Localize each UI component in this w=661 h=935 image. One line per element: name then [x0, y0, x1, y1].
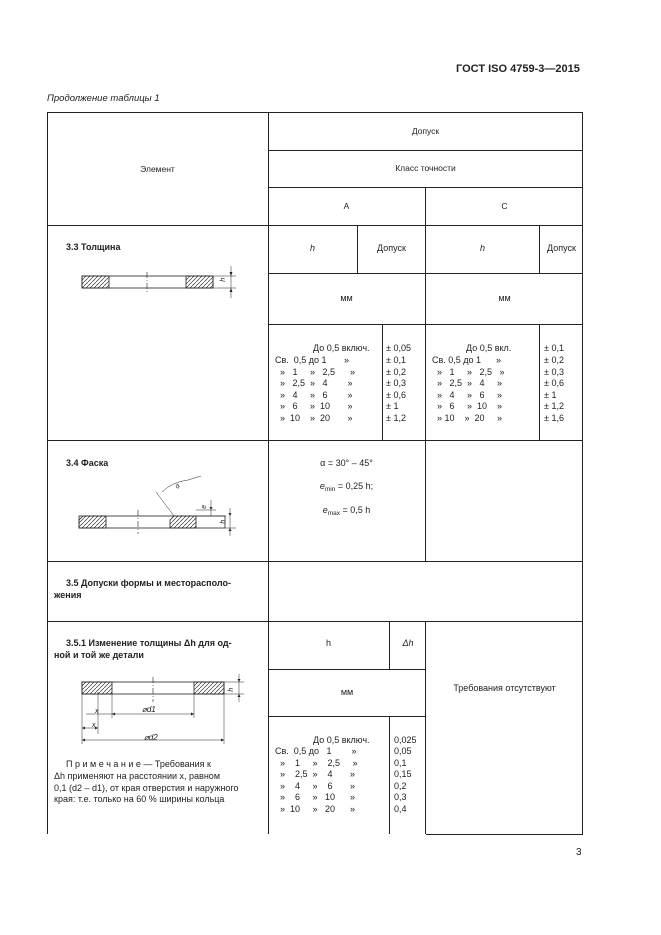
note-line-3: 0,1 (d2 – d1), от края отверстия и наружного: [54, 783, 239, 793]
variation-value-1: 0,025: [394, 735, 417, 745]
class-a-value-5: ± 0,6: [386, 390, 406, 400]
chamfer-alpha-label: α: [173, 482, 182, 491]
note-line-2: Δh применяют на расстоянии x, равном: [54, 771, 221, 781]
variation-value-6: 0,3: [394, 792, 407, 802]
chamfer-e-min: [268, 481, 425, 493]
variation-range-7: » 10 » 20 »: [275, 804, 356, 814]
variation-d2-label: ⌀d2: [144, 733, 158, 742]
variation-delta-h-column: Δh: [402, 638, 414, 648]
class-c-unit: мм: [498, 293, 511, 303]
class-c-value-3: ± 0,3: [544, 367, 564, 377]
e-min-formula: = 0,25 h;: [335, 481, 374, 491]
class-c-range-5: » 4 » 6 »: [432, 390, 503, 400]
class-a-h-column: h: [309, 243, 315, 253]
class-a-range-3: » 1 » 2,5 »: [275, 367, 356, 377]
header-accuracy-class: Класс точности: [395, 163, 456, 173]
variation-range-1: До 0,5 включ.: [313, 735, 370, 745]
thickness-h-dimension: h: [220, 277, 228, 282]
chamfer-h-label: h: [220, 519, 228, 524]
section-3-5-title-line-1: 3.5 Допуски формы и месторасполо-: [66, 578, 231, 588]
class-c-value-5: ± 1: [544, 390, 557, 400]
class-a-range-5: » 4 » 6 »: [275, 390, 353, 400]
variation-range-6: » 6 » 10 »: [275, 792, 356, 802]
class-a-range-6: » 6 » 10 »: [275, 401, 353, 411]
class-c-range-3: » 1 » 2,5 »: [432, 367, 505, 377]
section-3-5-1-title-line-1: 3.5.1 Изменение толщины Δh для од-: [66, 638, 232, 648]
variation-x-lower-label: x: [92, 722, 96, 729]
class-a-value-1: ± 0,05: [386, 343, 411, 353]
class-c-value-2: ± 0,2: [544, 355, 564, 365]
variation-range-2: Св. 0,5 до 1 »: [275, 746, 357, 756]
class-a-value-4: ± 0,3: [386, 378, 406, 388]
variation-value-5: 0,2: [394, 781, 407, 791]
class-c-range-6: » 6 » 10 »: [432, 401, 503, 411]
header-element: Элемент: [140, 164, 175, 174]
variation-value-4: 0,15: [394, 769, 412, 779]
chamfer-angle: α = 30° – 45°: [320, 458, 373, 468]
class-a-range-7: » 10 » 20 »: [275, 413, 353, 423]
no-requirements-text: Требования отсутствуют: [453, 683, 556, 693]
variation-range-3: » 1 » 2,5 »: [275, 758, 358, 768]
chamfer-drawing: [76, 470, 251, 540]
class-a-range-1: До 0,5 включ.: [313, 343, 370, 353]
variation-value-3: 0,1: [394, 758, 407, 768]
variation-value-2: 0,05: [394, 746, 412, 756]
class-a-range-4: » 2,5 » 4 »: [275, 378, 353, 388]
e-max-formula: = 0,5 h: [340, 505, 371, 515]
header-tolerance: Допуск: [411, 126, 440, 136]
e-min-symbol: e: [319, 481, 325, 491]
variation-d1-label: ⌀d1: [142, 705, 156, 714]
table-continuation-caption: Продолжение таблицы 1: [47, 93, 160, 104]
class-a-tolerance-column: Допуск: [377, 243, 406, 253]
class-c-h-column: h: [479, 243, 485, 253]
chamfer-e-label: e: [201, 504, 209, 509]
standard-number: ГОСТ ISO 4759-3—2015: [456, 63, 580, 75]
class-a-unit: мм: [340, 293, 353, 303]
page-number: 3: [576, 847, 582, 858]
variation-range-4: » 2,5 » 4 »: [275, 769, 356, 779]
class-a-value-2: ± 0,1: [386, 355, 406, 365]
chamfer-e-max: [268, 505, 425, 517]
class-c-value-4: ± 0,6: [544, 378, 564, 388]
section-3-5-1-title-line-2: ной и той же детали: [54, 650, 144, 660]
section-3-4-title: 3.4 Фаска: [66, 458, 109, 468]
thickness-variation-drawing: [76, 672, 251, 752]
class-a-value-3: ± 0,2: [386, 367, 406, 377]
e-min-subscript: min: [324, 486, 336, 493]
class-c-range-1: До 0,5 вкл.: [466, 343, 512, 353]
class-c-tolerance-column: Допуск: [547, 243, 576, 253]
e-max-subscript: max: [327, 510, 340, 517]
class-c-range-4: » 2,5 » 4 »: [432, 378, 503, 388]
variation-unit: мм: [340, 687, 354, 697]
variation-h-column: h: [325, 638, 331, 648]
class-c-range-2: Св. 0,5 до 1 »: [432, 355, 502, 365]
header-class-a: А: [343, 201, 350, 211]
thickness-drawing: [76, 262, 246, 302]
variation-range-5: » 4 » 6 »: [275, 781, 356, 791]
e-max-symbol: e: [322, 505, 328, 515]
variation-x-upper-label: x: [95, 708, 99, 715]
class-c-range-7: » 10 » 20 »: [432, 413, 503, 423]
note-line-1: П р и м е ч а н и е — Требования к: [66, 759, 211, 769]
header-class-c: С: [501, 201, 508, 211]
class-c-value-1: ± 0,1: [544, 343, 564, 353]
class-a-range-2: Св. 0,5 до 1 »: [275, 355, 350, 365]
class-c-value-7: ± 1,6: [544, 413, 564, 423]
section-3-3-title: 3.3 Толщина: [66, 242, 121, 252]
variation-value-7: 0,4: [394, 804, 407, 814]
section-3-5-title-line-2: жения: [54, 590, 82, 600]
class-a-value-6: ± 1: [386, 401, 399, 411]
class-c-value-6: ± 1,2: [544, 401, 564, 411]
note-line-4: края: т.е. только на 60 % ширины кольца: [54, 794, 225, 804]
class-a-value-7: ± 1,2: [386, 413, 406, 423]
variation-h-label: h: [228, 687, 236, 692]
